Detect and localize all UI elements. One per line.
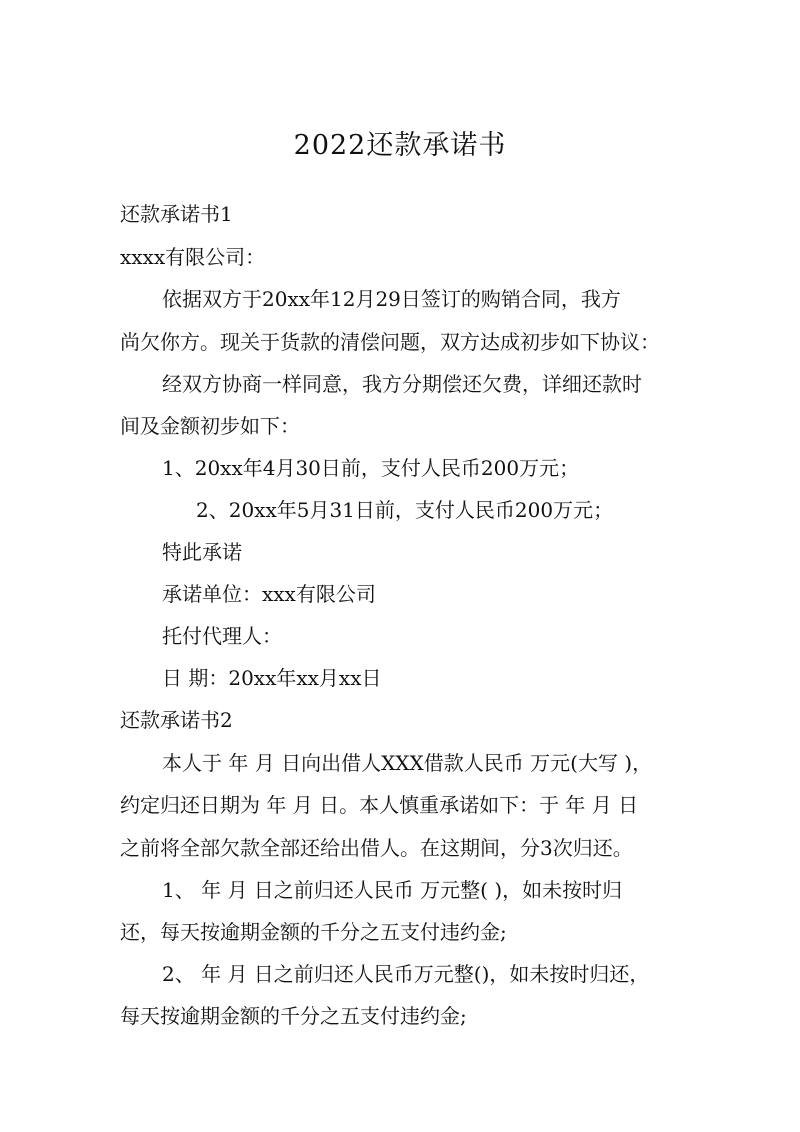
repayment-item: 2、 年 月 日之前归还人民币万元整()，如未按时归还， — [162, 962, 650, 986]
paragraph-line: 经双方协商一样同意，我方分期偿还欠费，详细还款时 — [162, 372, 642, 396]
closing-text: 特此承诺 — [162, 540, 242, 564]
section1-heading: 还款承诺书1 — [120, 202, 233, 226]
document-title: 2022还款承诺书 — [293, 130, 507, 161]
repayment-item: 每天按逾期金额的千分之五支付违约金; — [120, 1004, 467, 1028]
payment-item: 2、20xx年5月31日前，支付人民币200万元； — [196, 498, 614, 522]
paragraph-line: 之前将全部欠款全部还给出借人。在这期间，分3次归还。 — [120, 836, 633, 860]
paragraph-line: 间及金额初步如下： — [120, 414, 300, 438]
repayment-item: 还，每天按逾期金额的千分之五支付违约金; — [120, 920, 507, 944]
signer-unit: 承诺单位：xxx有限公司 — [162, 582, 376, 606]
paragraph-line: 本人于 年 月 日向出借人XXX借款人民币 万元(大写 )， — [162, 751, 653, 775]
paragraph-line: 尚欠你方。现关于货款的清偿问题，双方达成初步如下协议： — [120, 330, 660, 354]
addressee: xxxx有限公司： — [120, 245, 266, 269]
paragraph-line: 约定归还日期为 年 月 日。本人慎重承诺如下：于 年 月 日 — [120, 793, 639, 817]
section2-heading: 还款承诺书2 — [120, 708, 233, 732]
paragraph-line: 依据双方于20xx年12月29日签订的购销合同，我方 — [162, 287, 621, 311]
repayment-item: 1、 年 月 日之前归还人民币 万元整( )，如未按时归 — [162, 878, 623, 902]
date-line: 日 期：20xx年xx月xx日 — [162, 666, 382, 690]
payment-item: 1、20xx年4月30日前，支付人民币200万元； — [162, 456, 580, 480]
agent-line: 托付代理人： — [162, 624, 282, 648]
